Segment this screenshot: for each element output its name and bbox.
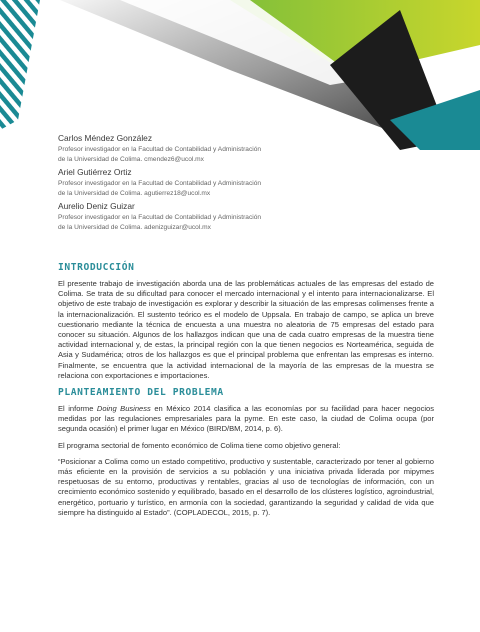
text-span: El informe	[58, 404, 97, 414]
text-span: en México 2014 clasifica a las economías por su facilidad para hacer negocios medidas por las regulaciones empresariales para la pyme. En este caso, la ciudad de Colima ocupa (por segunda ocasión) el primer lugar en México (BIRD/BM, 2014, p. 6).	[58, 404, 434, 434]
section-heading-planteamiento: PLANTEAMIENTO DEL PROBLEMA	[58, 387, 224, 399]
problem-quote: “Posicionar a Colima como un estado competitivo, productivo y sustentable, caracterizado por tener al gobierno más eficiente en la provisión de servicios a su población y una iniciativa privada liderada por mipymes respetuosas de su entorno, productivas y rentables, gracias al uso de tecnologías de información, con un crecimiento económico sostenido y equilibrado, basado en el desarrollo de los clústeres logístico, agroindustrial, energético, portuario y turístico, en armonía con la sociedad, garantizando la seguridad y calidad de vida que siempre ha distinguido al Estado”. (COPLADECOL, 2015, p. 7).	[58, 456, 434, 517]
author-affiliation: Profesor investigador en la Facultad de Contabilidad y Administración	[58, 180, 262, 187]
author-block	[58, 133, 438, 164]
article-body	[58, 262, 434, 524]
author-name: Ariel Gutiérrez Ortiz	[58, 167, 132, 177]
author-list	[58, 133, 438, 235]
italic-title: Doing Business	[96, 404, 151, 414]
author-block	[58, 167, 438, 198]
problem-paragraph-2: El programa sectorial de fomento económico de Colima tiene como objetivo general:	[58, 440, 341, 450]
intro-paragraph: El presente trabajo de investigación aborda una de las problemáticas actuales de las empresas del estado de Colima. Se trata de su dificultad para conocer el mercado internacional y el intento para internacionalizarse. El objetivo de este trabajo de investigación es explorar y describir la situación de las empresas colimenses frente a la internacionalización. El sustento teórico es el modelo de Uppsala. En trabajo de campo, se aplica un breve cuestionario mediante la técnica de encuesta a una muestra no aleatoria de 75 empresas del estado para conocer su situación. Algunos de los hallazgos indican que una de cada cuatro empresas de la muestra tiene actividad internacional y, de estas, la principal región con la que tienen negocios es Norteamérica, seguida de Asia y Sudamérica; otros de los hallazgos es que el principal problema que enfrentan las empresas es interno. Finalmente, se encuentra que la actividad internacional de la mayoría de las empresas de la muestra se relaciona con exportaciones e importaciones.	[58, 279, 434, 380]
author-affiliation: Profesor investigador en la Facultad de Contabilidad y Administración	[58, 146, 262, 153]
author-name: Aurelio Deniz Guizar	[58, 201, 135, 211]
author-affiliation: de la Universidad de Colima. agutierrez18@ucol.mx	[58, 189, 211, 197]
author-affiliation: Profesor investigador en la Facultad de Contabilidad y Administración	[58, 214, 262, 221]
author-block	[58, 201, 438, 232]
author-affiliation: de la Universidad de Colima. adenizguizar@ucol.mx	[58, 223, 211, 231]
header-decoration	[0, 0, 480, 150]
section-heading-introduccion: INTRODUCCIÓN	[58, 262, 135, 273]
problem-paragraph-1	[58, 404, 434, 435]
author-affiliation: de la Universidad de Colima. cmendez6@ucol.mx	[58, 155, 204, 163]
striped-band	[0, 0, 40, 130]
author-name: Carlos Méndez González	[58, 133, 153, 143]
